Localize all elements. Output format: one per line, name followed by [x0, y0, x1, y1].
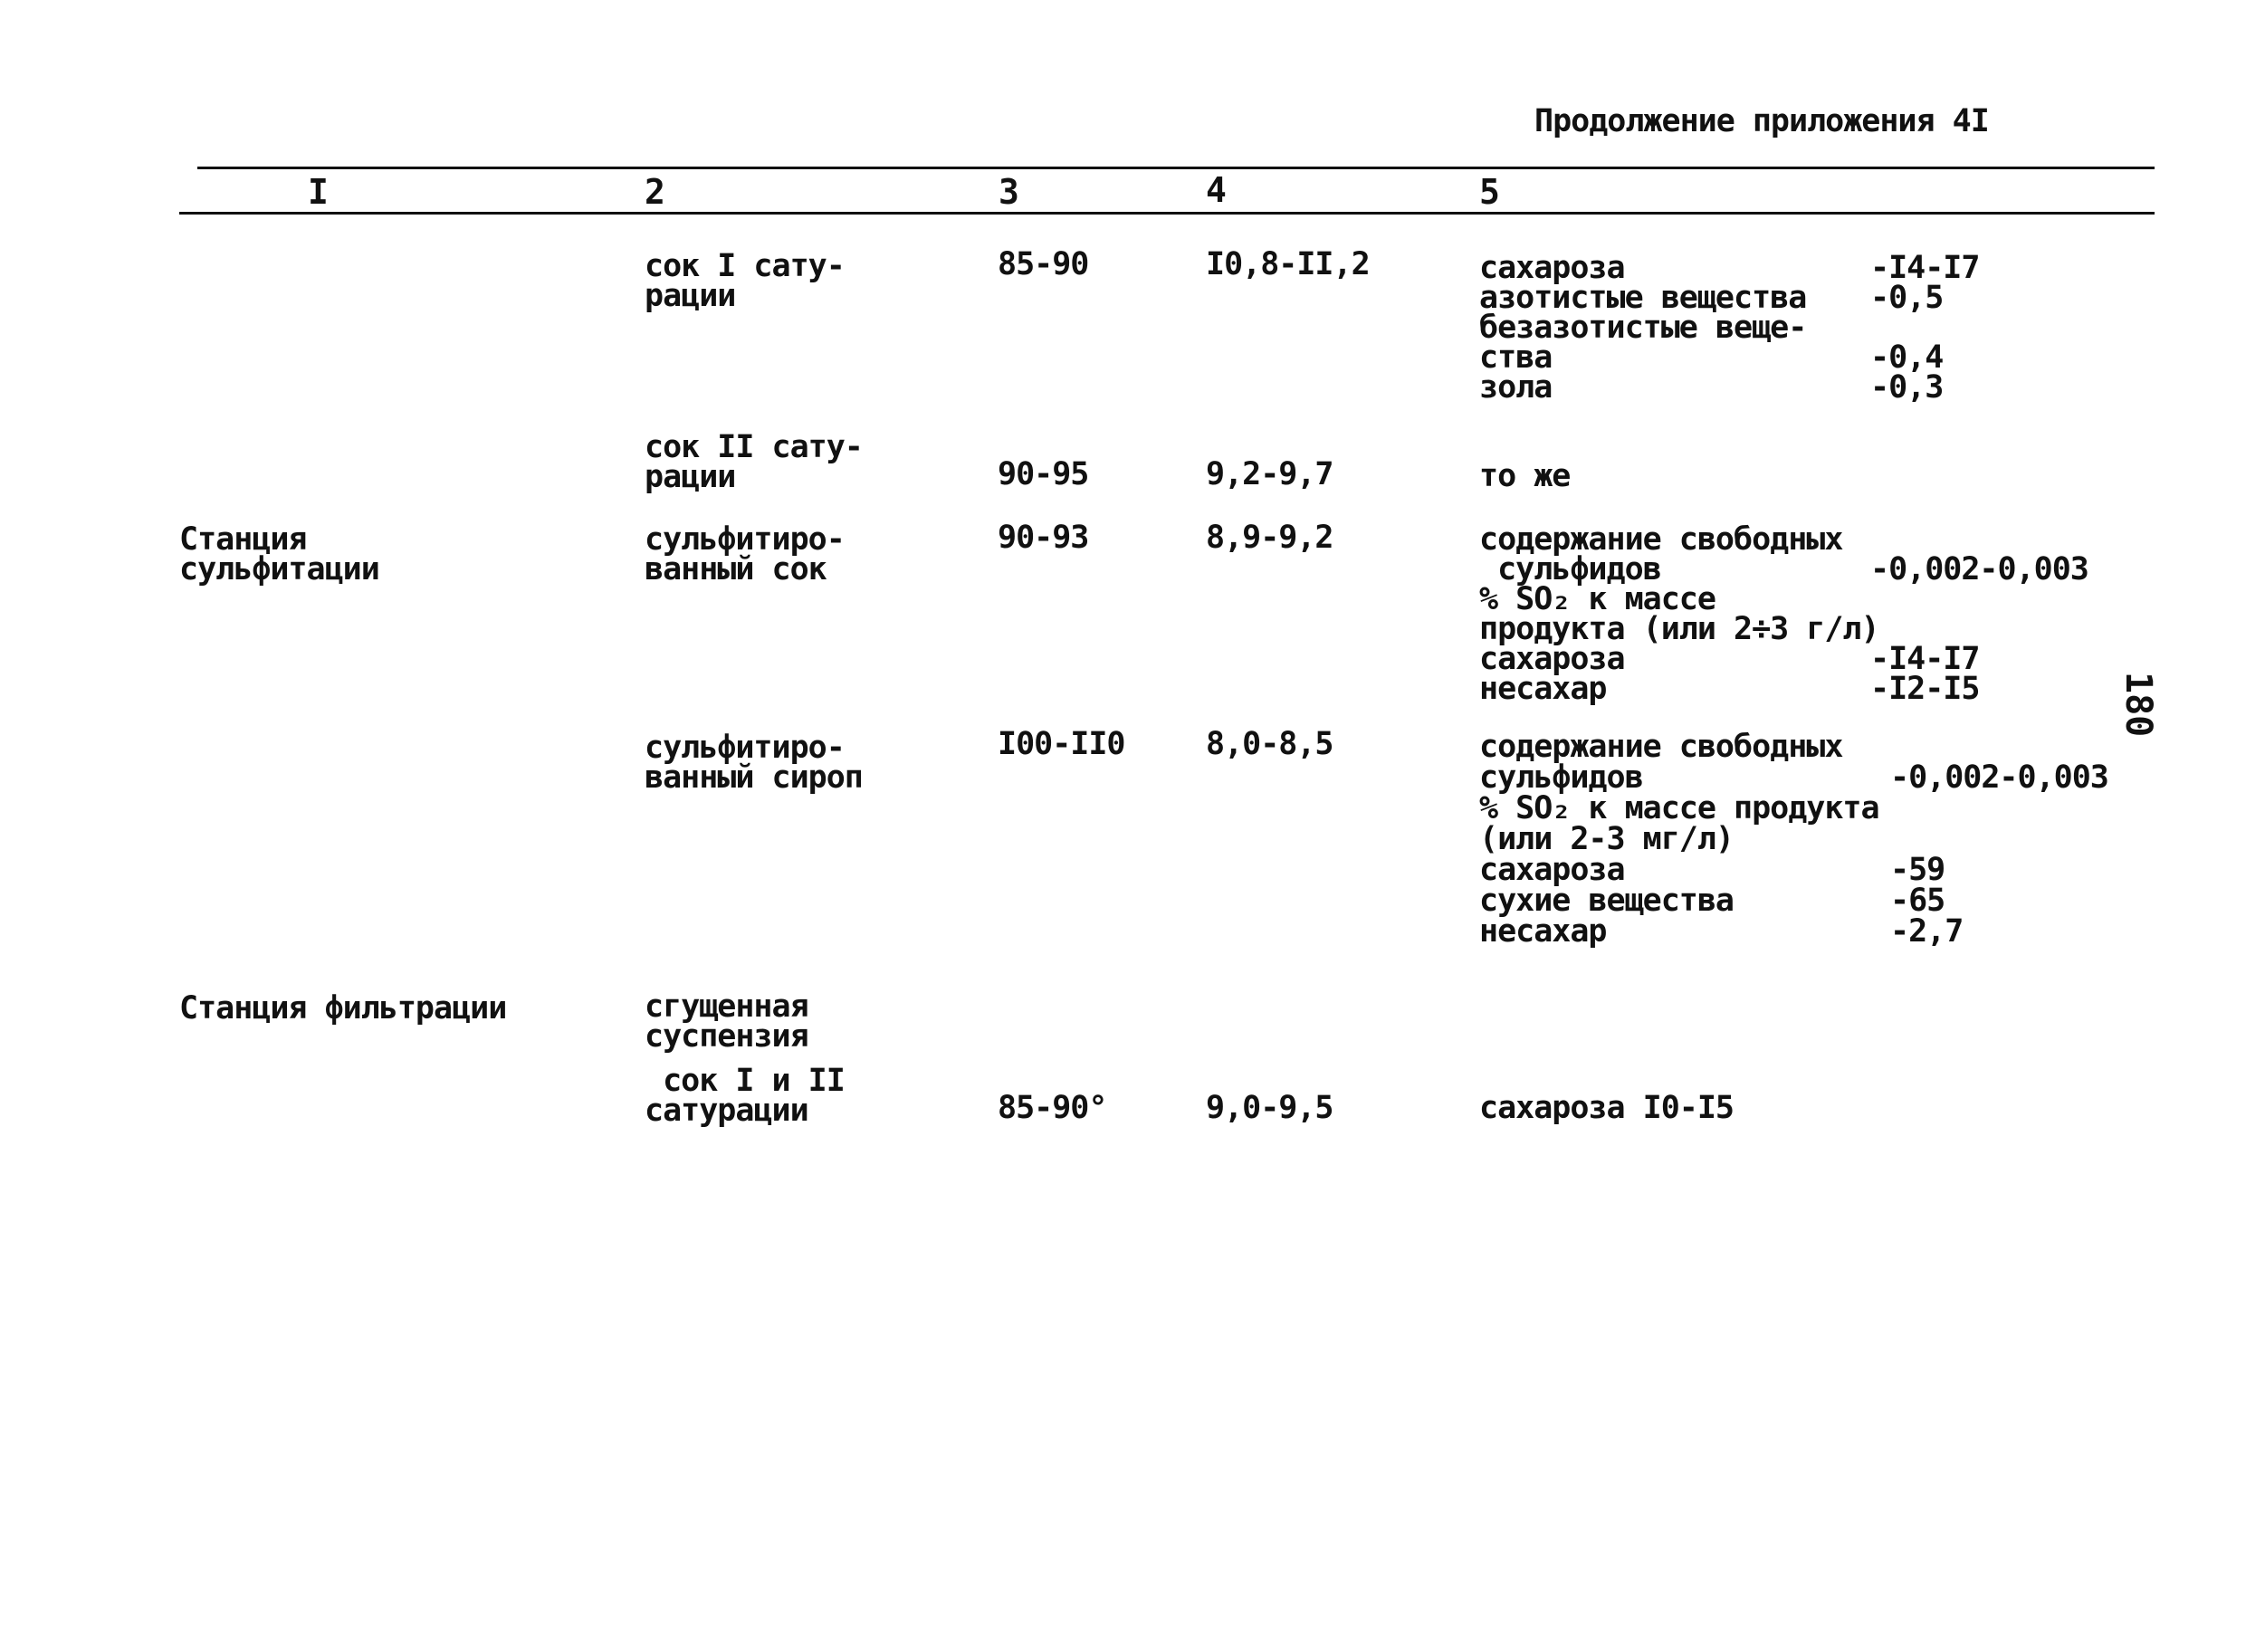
- row-3-temp: 90-93: [998, 520, 1089, 556]
- row-4-comp-names: содержание свободных сульфидов % SO₂ к массе продукта (или 2-3 мг/л) сахароза сухие вещества несахар: [1479, 729, 1879, 950]
- row-2-product: сок II сату- рации: [645, 429, 863, 495]
- col-header-5: 5: [1479, 172, 1499, 212]
- row-6-ph: 9,0-9,5: [1206, 1090, 1333, 1126]
- row-3-comp-names: содержание свободных сульфидов % SO₂ к массе продукта (или 2÷3 г/л) сахароза несахар: [1479, 521, 1879, 707]
- col-header-4: 4: [1206, 170, 1226, 210]
- row-6-temp: 85-90°: [998, 1090, 1107, 1126]
- row-2-comp-names: то же: [1479, 458, 1571, 494]
- row-5-product: сгущенная суспензия: [645, 988, 808, 1055]
- row-3-ph: 8,9-9,2: [1206, 520, 1333, 556]
- row-4-ph: 8,0-8,5: [1206, 726, 1333, 762]
- row-1-comp-vals: -I4-I7 -0,5 -0,4 -0,3: [1870, 250, 1980, 406]
- row-3-comp-vals: -0,002-0,003 -I4-I7 -I2-I5: [1870, 551, 2088, 707]
- row-2-temp: 90-95: [998, 456, 1089, 492]
- col-header-3: 3: [999, 172, 1018, 212]
- row-4-comp-vals: -0,002-0,003 -59 -65 -2,7: [1890, 759, 2108, 950]
- row-1-comp-names: сахароза азотистые вещества безазотистые веще- ства зола: [1479, 250, 1807, 406]
- row-3-product: сульфитиро- ванный сок: [645, 521, 845, 587]
- header-bottom-rule: [179, 212, 2155, 215]
- row-1-temp: 85-90: [998, 246, 1089, 282]
- col-header-2: 2: [645, 172, 664, 212]
- header-top-rule: [197, 167, 2155, 169]
- page-number: 180: [2117, 672, 2159, 738]
- row-1-ph: I0,8-II,2: [1206, 246, 1370, 282]
- row-4-product: сульфитиро- ванный сироп: [645, 730, 863, 796]
- continuation-title: Продолжение приложения 4I: [1534, 103, 1989, 139]
- row-3-station: Станция сульфитации: [179, 521, 379, 587]
- row-6-comp-names: сахароза I0-I5: [1479, 1090, 1735, 1126]
- row-4-temp: I00-II0: [998, 726, 1125, 762]
- row-2-ph: 9,2-9,7: [1206, 456, 1333, 492]
- row-1-product: сок I сату- рации: [645, 248, 845, 314]
- col-header-1: I: [308, 172, 328, 212]
- row-6-product: сок I и II сатурации: [645, 1063, 845, 1129]
- row-5-station: Станция фильтрации: [179, 990, 507, 1027]
